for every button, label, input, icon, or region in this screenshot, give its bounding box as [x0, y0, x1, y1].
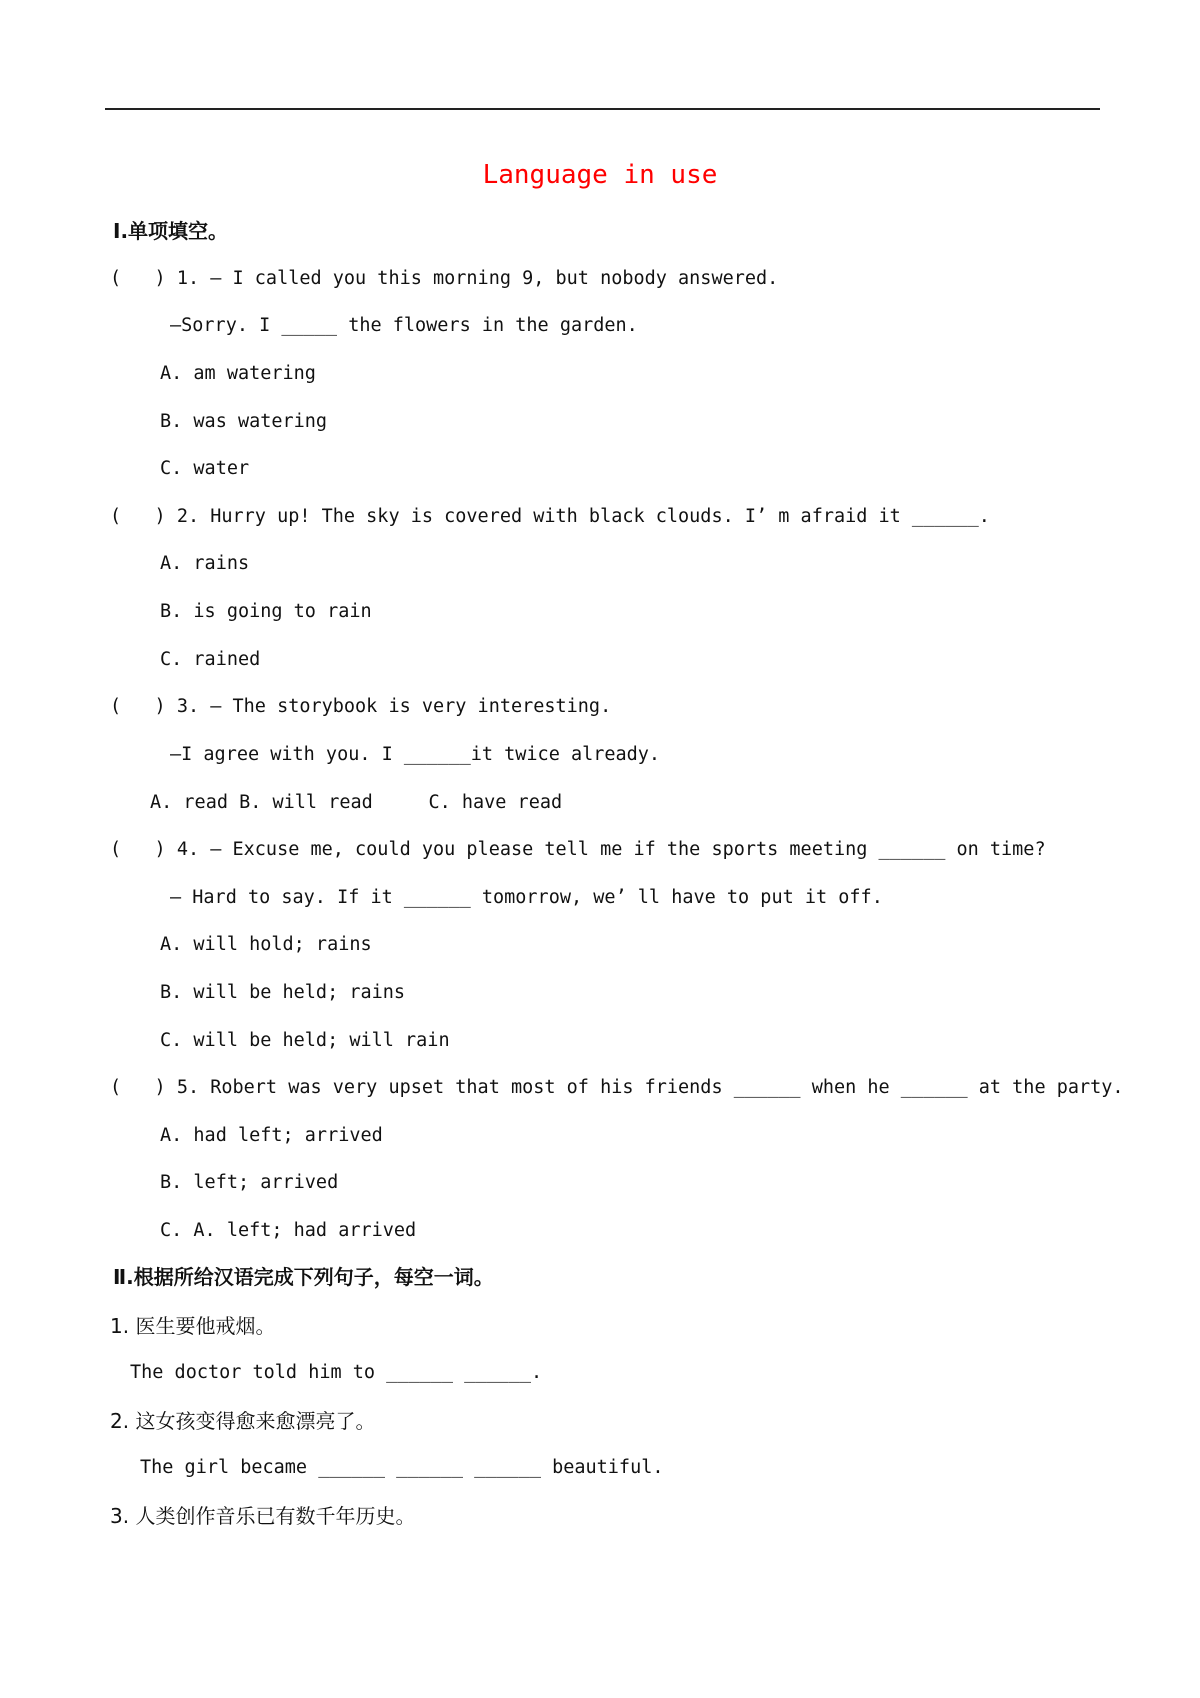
- question-2-stem: ( ) 2. Hurry up! The sky is covered with black clouds. I’ m afraid it ______.: [110, 506, 990, 527]
- question-5-option-c: C. A. left; had arrived: [160, 1220, 417, 1241]
- question-5-stem: ( ) 5. Robert was very upset that most of his friends ______ when he ______ at the party.: [110, 1077, 1124, 1098]
- translation-1-english: The doctor told him to ______ ______.: [130, 1362, 543, 1383]
- question-4-reply: — Hard to say. If it ______ tomorrow, we’ ll have to put it off.: [170, 887, 883, 908]
- question-5-option-b: B. left; arrived: [160, 1172, 339, 1193]
- question-1-option-a: A. am watering: [160, 363, 316, 384]
- question-4-option-a: A. will hold; rains: [160, 934, 372, 955]
- section-heading-1: Ⅰ.单项填空。: [113, 219, 229, 243]
- question-1-option-b: B. was watering: [160, 411, 328, 432]
- translation-2-chinese: 2. 这女孩变得愈来愈漂亮了。: [110, 1409, 376, 1433]
- question-5-option-a: A. had left; arrived: [160, 1125, 383, 1146]
- question-4-option-b: B. will be held; rains: [160, 982, 406, 1003]
- page-title: Language in use: [482, 160, 718, 190]
- question-1-reply: —Sorry. I _____ the flowers in the garden.: [170, 315, 638, 336]
- question-1-stem: ( ) 1. — I called you this morning 9, but nobody answered.: [110, 268, 779, 289]
- translation-1-chinese: 1. 医生要他戒烟。: [110, 1314, 276, 1338]
- translation-2-english: The girl became ______ ______ ______ beautiful.: [140, 1457, 664, 1478]
- question-2-option-b: B. is going to rain: [160, 601, 372, 622]
- question-1-option-c: C. water: [160, 458, 250, 479]
- header-rule: [105, 108, 1100, 110]
- translation-3-chinese: 3. 人类创作音乐已有数千年历史。: [110, 1504, 416, 1528]
- question-4-option-c: C. will be held; will rain: [160, 1030, 450, 1051]
- question-3-stem: ( ) 3. — The storybook is very interesting.: [110, 696, 612, 717]
- question-2-option-a: A. rains: [160, 553, 250, 574]
- question-4-stem: ( ) 4. — Excuse me, could you please tell me if the sports meeting ______ on time?: [110, 839, 1046, 860]
- section-heading-2: Ⅱ.根据所给汉语完成下列句子，每空一词。: [113, 1265, 494, 1289]
- question-3-reply: —I agree with you. I ______it twice already.: [170, 744, 661, 765]
- question-3-options: A. read B. will read C. have read: [150, 792, 563, 813]
- question-2-option-c: C. rained: [160, 649, 261, 670]
